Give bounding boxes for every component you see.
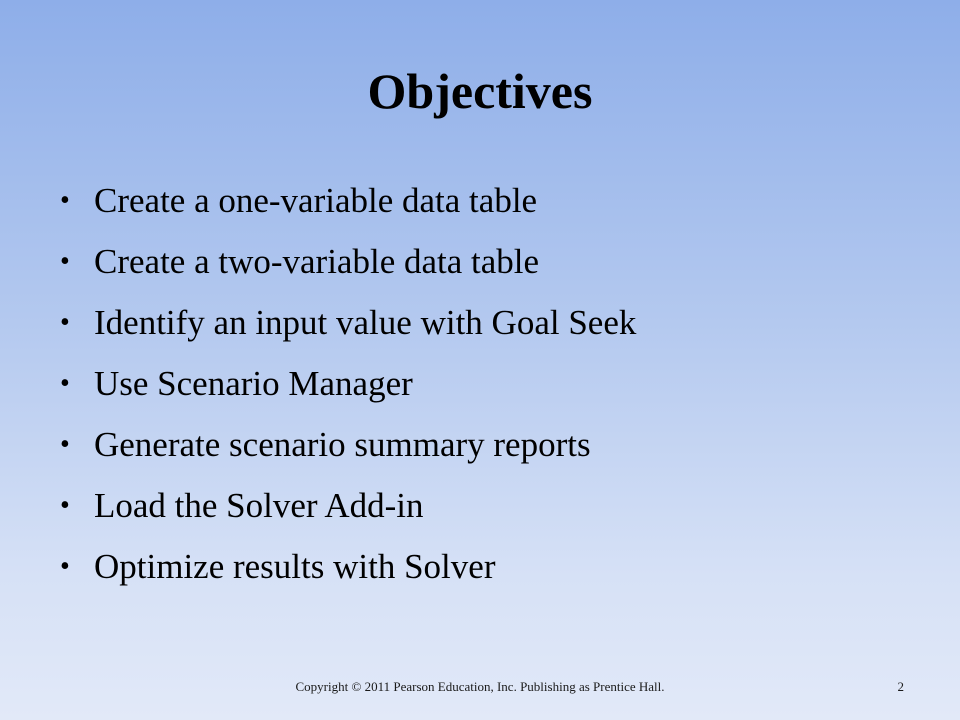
- bullet-text: Use Scenario Manager: [94, 364, 413, 403]
- bullet-icon: •: [60, 307, 70, 338]
- copyright-footer: Copyright © 2011 Pearson Education, Inc. Publishing as Prentice Hall.: [295, 679, 665, 694]
- bullet-text: Create a two-variable data table: [94, 242, 540, 281]
- bullet-icon: •: [60, 185, 70, 216]
- bullet-icon: •: [60, 368, 70, 399]
- bullet-text: Load the Solver Add-in: [94, 486, 424, 525]
- page-number: 2: [897, 679, 904, 694]
- bullet-icon: •: [60, 551, 70, 582]
- slide-title: Objectives: [367, 63, 593, 119]
- bullet-text: Identify an input value with Goal Seek: [94, 303, 637, 342]
- bullet-icon: •: [60, 429, 70, 460]
- bullet-icon: •: [60, 246, 70, 277]
- bullet-text: Optimize results with Solver: [94, 547, 496, 586]
- bullet-text: Generate scenario summary reports: [94, 425, 591, 464]
- bullet-text: Create a one-variable data table: [94, 181, 538, 220]
- bullet-icon: •: [60, 490, 70, 521]
